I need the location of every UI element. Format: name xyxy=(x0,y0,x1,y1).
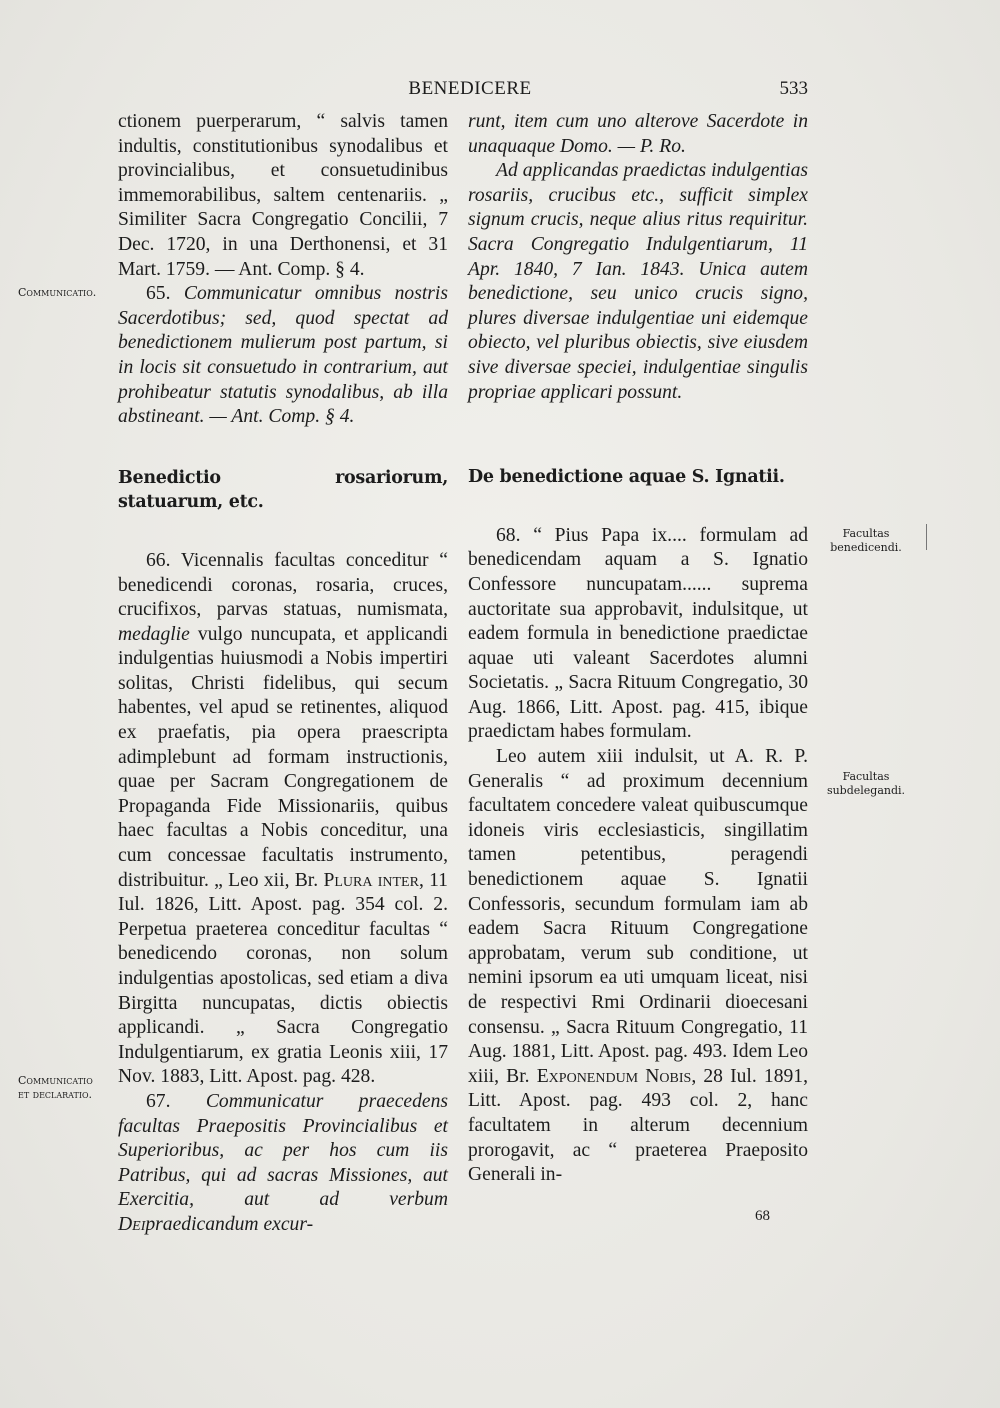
margin-note-facultas-benedicendi: Facultas benedicendi. xyxy=(830,527,902,554)
paragraph-leo: Leo autem xiii indulsit, ut A. R. P. Generalis “ ad proximum decennium facultatem concedere valeat quibuscumque idoneis viris ecclesiasticis, singillatim tamen petentibus, peragendi benedictionem aquae S. Ignatii Confessoris, secundum formulam iam ab eadem Sacra Rituum Congregatione approbatam, verum sub conditione, ut nemini ipsorum ea uti umquam liceat, nisi de respectivi Rmi Ordinarii dioecesani consensu. „ Sacra Rituum Congregatio, 11 Aug. 1881, Litt. Apost. pag. 493. Idem Leo xiii, Br. Exponendum Nobis, 28 Iul. 1891, Litt. Apost. pag. 493 col. 2, hanc facultatem in alterum decennium prorogavit, ac “ praeterea Praeposito Generali in- xyxy=(468,746,808,1186)
paragraph-continuation: ctionem puerperarum, “ salvis tamen indultis, constitutionibus synodalibus et provincialibus, et consuetudinibus immemorabilibus, saltem centenariis. „ Similiter Sacra Congregatio Concilii, 7 Dec. 1720, in una Derthonensi, et 31 Mart. 1759. — Ant. Comp. § 4. xyxy=(118,111,448,280)
section-heading-benedictio-rosariorum: Benedictio rosariorum, statuarum, etc. xyxy=(118,467,448,513)
paragraph-65 xyxy=(118,282,448,430)
margin-rule xyxy=(926,524,927,550)
paragraph-text: Communicatur omnibus nostris Sacerdotibus; sed, quod spectat ad benedictionem mulierum post partum, si in locis sit consuetudo in contrarium, aut prohibeatur statutis synodalibus, ab illa abstineant. — Ant. Comp. § 4. xyxy=(118,283,448,428)
paragraph-66: 66. Vicennalis facultas conceditur “ benedicendi coronas, rosaria, cruces, crucifixos, parvas statuas, numismata, medaglie vulgo nuncupata, et applicandi indulgentias huiusmodi a Nobis impertiri solitas, Christi fidelibus, qui secum habentes, vel apud se retinentes, aliquod ex praefatis, pia opera praescripta adimplebunt ad formam instructionis, quae per Sacram Congregationem de Propaganda Fide Missionariis, quibus haec facultas a Nobis conceditur, una cum concessae facultatis instrumento, distribuitur. „ Leo xii, Br. Plura inter, 11 Iul. 1826, Litt. Apost. pag. 354 col. 2. Perpetua praeterea conceditur facultas “ benedicendo coronas, non solum indulgentias apostolicas, sed etiam a diva Birgitta nuncupatas, dictis obiectis applicandi. „ Sacra Congregatio Indulgentiarum, ex gratia Leonis xiii, 17 Nov. 1883, Litt. Apost. pag. 428. xyxy=(118,549,448,1088)
right-column xyxy=(468,110,808,1188)
paragraph-continuation: runt, item cum uno alterove Sacerdote in unaquaque Domo. — P. Ro. xyxy=(468,111,808,157)
paragraph-67: 67. Communicatur praecedens facultas Praepositis Provincialibus et Superioribus, ac per hos cum iis Patribus, qui ad sacras Missiones, aut Exercitia, aut ad verbum Deipraedicandum excur- xyxy=(118,1090,448,1235)
page-number: 533 xyxy=(779,78,808,99)
margin-note-communicatio: Communicatio. xyxy=(18,286,97,299)
left-column xyxy=(118,110,448,1238)
running-header: BENEDICERE xyxy=(408,78,532,99)
paragraph-number: 65. xyxy=(146,283,171,305)
section-heading-aquae-ignatii: De benedictione aquae S. Ignatii. xyxy=(468,467,785,488)
margin-note-communicatio-declaratio: Communicatio et declaratio. xyxy=(18,1074,93,1101)
paragraph-indulgentias: Ad applicandas praedictas indulgentias rosariis, crucibus etc., sufficit simplex signum crucis, neque alius ritus requiritur. Sacra Congregatio Indulgentiarum, 11 Apr. 1840, 7 Ian. 1843. Unica autem benedictione, seu unico crucis signo, plures diversae indulgentiae uni eidemque obiecto, vel pluribus obiectis, sive eiusdem sive diversae speciei, indulgentiae singulis propriae applicari possunt. xyxy=(468,160,808,403)
paragraph-68: 68. “ Pius Papa ix.... formulam ad benedicendam aquam a S. Ignatio Confessore nuncupatam...... suprema auctoritate sua approbavit, indulsitque, ut eadem formula in benedictione praedictae aquae uti valeant Sacerdotes alumni Societatis. „ Sacra Rituum Congregatio, 30 Aug. 1866, Litt. Apost. pag. 415, ibique praedictam habes formulam. xyxy=(468,524,808,743)
margin-note-facultas-subdelegandi: Facultas subdelegandi. xyxy=(826,770,906,797)
signature-mark: 68 xyxy=(755,1208,770,1224)
